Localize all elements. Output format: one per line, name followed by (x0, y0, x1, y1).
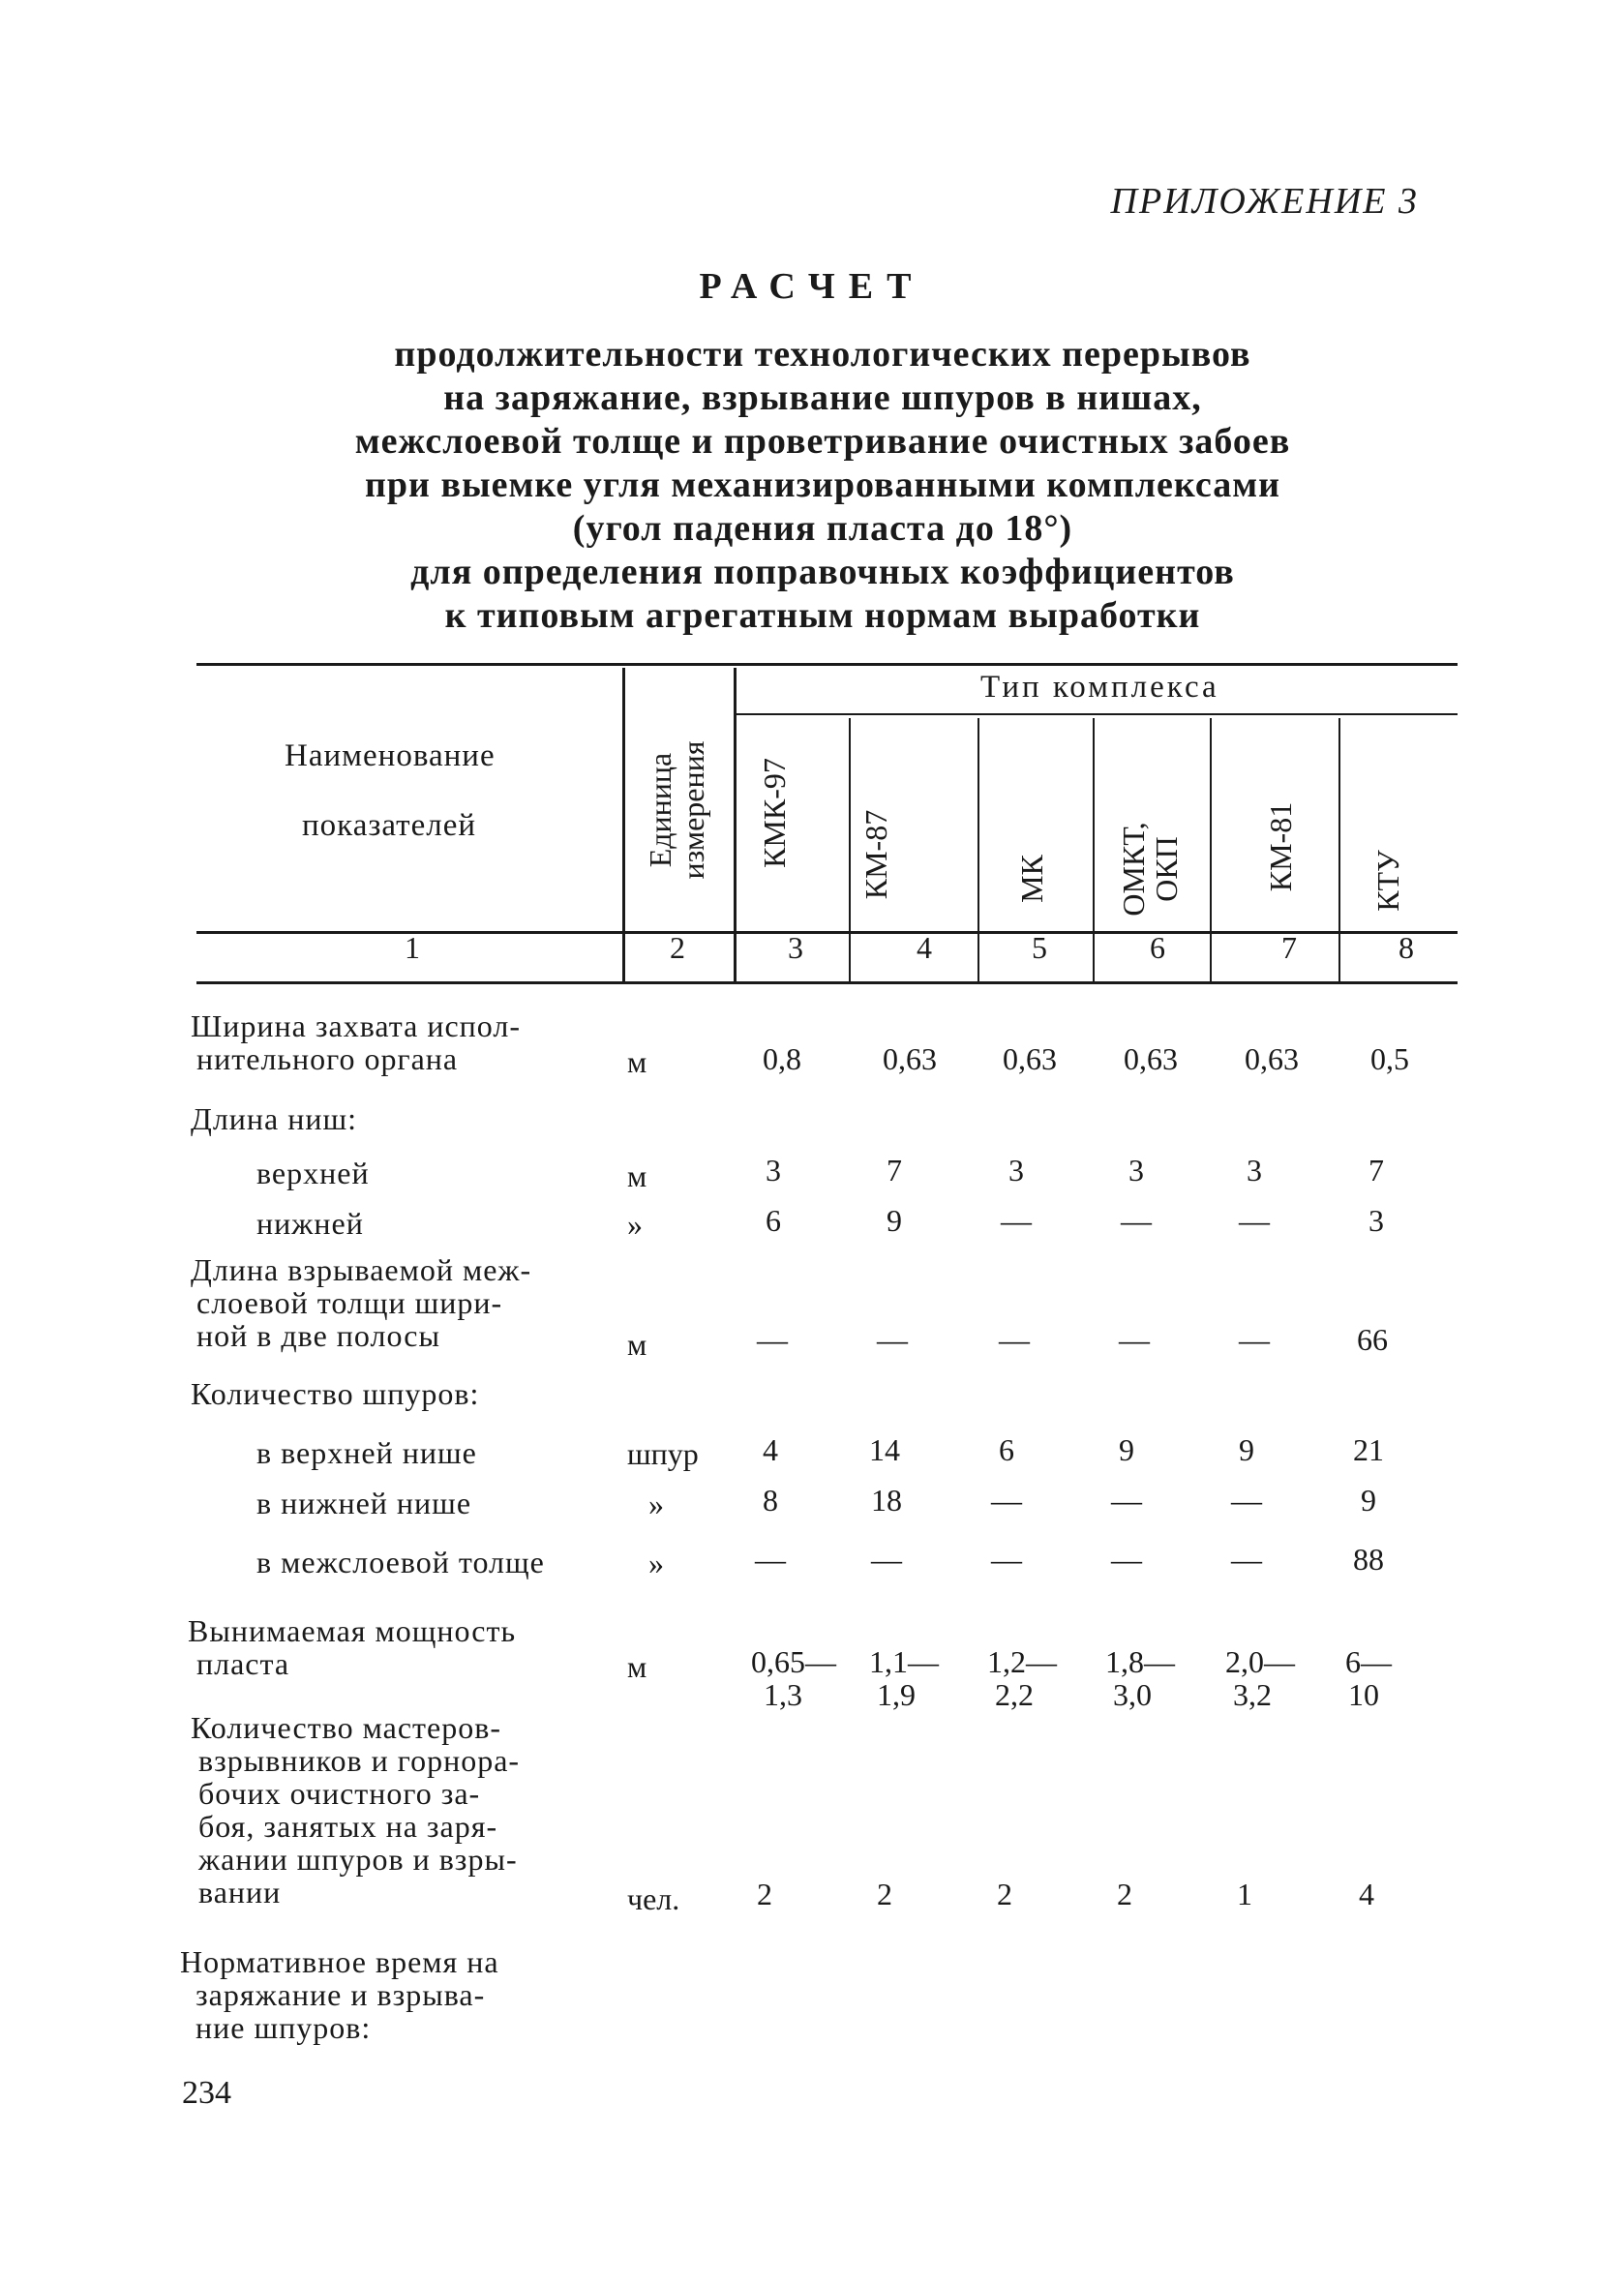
value-line: 1,2— (987, 1644, 1057, 1679)
value-cell: 21 (1353, 1432, 1384, 1467)
value-cell: 18 (871, 1483, 902, 1518)
col-divider-6 (1210, 718, 1212, 981)
value-line: 6— (1345, 1644, 1392, 1679)
value-cell: — (871, 1542, 902, 1577)
value-cell: 9 (1361, 1483, 1376, 1518)
col-divider-4 (977, 718, 979, 981)
value-cell: 3 (1368, 1203, 1384, 1238)
value-cell: — (1239, 1203, 1270, 1238)
unit-cell: » (627, 1207, 643, 1242)
row-label-holes: Количество шпуров: (191, 1376, 480, 1411)
label-line: Вынимаемая мощность (188, 1613, 517, 1648)
label-line: Количество мастеров- (191, 1710, 501, 1745)
row-label-workers (191, 1711, 607, 1909)
header-type-omkt (1117, 806, 1187, 932)
header-type-ktu: КТУ (1370, 850, 1405, 912)
label-line: боя, занятых на заря- (198, 1809, 498, 1844)
value-cell: 6 (766, 1203, 781, 1238)
col-number: 2 (670, 930, 685, 965)
unit-cell: шпур (627, 1436, 699, 1471)
value-cell: 7 (1368, 1153, 1384, 1188)
value-cell: 9 (887, 1203, 902, 1238)
value-cell: 1 (1237, 1877, 1252, 1911)
value-line: 10 (1348, 1677, 1379, 1712)
subtitle-line: (угол падения пласта до 18°) (572, 508, 1073, 549)
row-label-niche-length: Длина ниш: (191, 1101, 358, 1136)
row-label-blast-length (191, 1253, 607, 1352)
header-unit-line2: измерения (676, 740, 710, 880)
header-type-km87: КМ-87 (858, 809, 893, 900)
value-line: 1,8— (1105, 1644, 1175, 1679)
value-cell: — (1119, 1322, 1150, 1357)
value-line: 1,3 (764, 1677, 802, 1712)
header-type-group: Тип комплекса (980, 670, 1219, 705)
header-name-line2: показателей (302, 808, 477, 843)
value-line: 2,0— (1225, 1644, 1295, 1679)
value-cell: — (991, 1542, 1022, 1577)
page-title: РАСЧЕТ (699, 266, 925, 307)
value-cell: 9 (1239, 1432, 1254, 1467)
header-type-kmk97: КМК-97 (757, 758, 792, 868)
header-name-line1: Наименование (285, 738, 496, 773)
value-cell: 0,63 (1003, 1041, 1057, 1076)
subtitle-line: межслоевой толще и проветривание очистных забоев (354, 421, 1291, 462)
label-line: Ширина захвата испол- (191, 1008, 521, 1043)
label-line: пласта (196, 1646, 290, 1681)
value-cell: — (1111, 1542, 1142, 1577)
value-line: 1,9 (877, 1677, 916, 1712)
value-cell: 4 (763, 1432, 778, 1467)
header-unit (644, 684, 711, 936)
header-type-omkt-line2: ОКП (1149, 836, 1184, 902)
label-line: бочих очистного за- (198, 1776, 481, 1811)
unit-cell: м (627, 1044, 647, 1079)
subtitle-line: на заряжание, взрывание шпуров в нишах, (443, 377, 1202, 418)
value-cell (1092, 1645, 1188, 1711)
value-cell: 88 (1353, 1542, 1384, 1577)
value-cell: — (1001, 1203, 1032, 1238)
row-label-lower: нижней (256, 1206, 364, 1241)
label-line: заряжание и взрыва- (195, 1977, 486, 2012)
value-cell: 2 (997, 1877, 1012, 1911)
label-line: жании шпуров и взры- (198, 1842, 518, 1877)
value-cell: — (755, 1542, 786, 1577)
subtitle-line: для определения поправочных коэффициентов (410, 552, 1235, 592)
value-cell: 2 (757, 1877, 772, 1911)
row-label-holes-lower: в нижней нише (256, 1486, 472, 1520)
value-cell: 2 (877, 1877, 892, 1911)
value-line: 1,1— (869, 1644, 939, 1679)
row-label-upper: верхней (256, 1156, 370, 1190)
value-cell: — (877, 1322, 908, 1357)
col-divider-3 (849, 718, 851, 981)
col-number: 4 (917, 930, 932, 965)
label-line: ной в две полосы (196, 1318, 440, 1353)
header-unit-line1: Единица (643, 752, 677, 868)
label-line: слоевой толщи шири- (196, 1285, 503, 1320)
value-cell: 6 (999, 1432, 1014, 1467)
value-cell: — (1239, 1322, 1270, 1357)
value-line: 2,2 (995, 1677, 1034, 1712)
value-cell: — (1231, 1542, 1262, 1577)
col-number: 3 (788, 930, 803, 965)
label-line: Длина взрываемой меж- (191, 1252, 532, 1287)
page-number: 234 (182, 2075, 231, 2111)
unit-cell: м (627, 1158, 647, 1193)
header-type-omkt-line1: ОМКТ, (1116, 822, 1151, 917)
value-cell: — (999, 1322, 1030, 1357)
label-line: вании (198, 1875, 282, 1909)
value-cell: 3 (1247, 1153, 1262, 1188)
value-cell (1212, 1645, 1308, 1711)
header-type-mk: МК (1014, 855, 1049, 903)
value-cell: 0,63 (1245, 1041, 1299, 1076)
type-group-rule (736, 713, 1458, 715)
row-label-thickness (188, 1614, 604, 1680)
value-cell: 0,63 (883, 1041, 937, 1076)
unit-cell: м (627, 1649, 647, 1684)
value-cell (1320, 1645, 1417, 1711)
value-cell: 3 (766, 1153, 781, 1188)
value-line: 3,2 (1233, 1677, 1272, 1712)
col-divider-5 (1093, 718, 1095, 981)
value-cell: 3 (1008, 1153, 1024, 1188)
value-cell (974, 1645, 1070, 1711)
value-cell: — (991, 1483, 1022, 1518)
unit-cell: м (627, 1327, 647, 1362)
value-cell (745, 1645, 842, 1711)
value-cell: 66 (1357, 1322, 1388, 1357)
label-line: Нормативное время на (180, 1944, 499, 1979)
col-divider-7 (1338, 718, 1340, 981)
subtitle-line: при выемке угля механизированными комплексами (365, 465, 1280, 505)
label-line: взрывников и горнора- (198, 1743, 521, 1778)
header-type-km81: КМ-81 (1263, 801, 1298, 892)
value-line: 3,0 (1113, 1677, 1152, 1712)
label-line: нительного органа (196, 1041, 459, 1076)
value-cell (856, 1645, 952, 1711)
col-number: 8 (1398, 930, 1414, 965)
value-cell: 0,8 (763, 1041, 801, 1076)
value-cell: — (757, 1322, 788, 1357)
col-divider-2 (734, 668, 737, 981)
unit-cell: чел. (627, 1881, 680, 1916)
colnum-bottom-rule (196, 981, 1458, 984)
col-number: 7 (1281, 930, 1297, 965)
col-number: 5 (1032, 930, 1047, 965)
table-top-rule (196, 663, 1458, 666)
value-cell: 3 (1128, 1153, 1144, 1188)
value-cell: — (1231, 1483, 1262, 1518)
row-label-norm-time (180, 1945, 596, 2044)
unit-cell: » (648, 1487, 664, 1521)
value-cell: 7 (887, 1153, 902, 1188)
col-number: 1 (405, 930, 420, 965)
value-cell: 8 (763, 1483, 778, 1518)
value-cell: — (1111, 1483, 1142, 1518)
subtitle-line: к типовым агрегатным нормам выработки (444, 595, 1201, 636)
value-cell: 4 (1359, 1877, 1374, 1911)
value-cell: 2 (1117, 1877, 1132, 1911)
value-cell: 0,5 (1370, 1041, 1409, 1076)
col-number: 6 (1150, 930, 1165, 965)
row-label-holes-interlayer: в межслоевой толще (256, 1545, 545, 1579)
unit-cell: » (648, 1546, 664, 1580)
row-label-width (191, 1009, 607, 1075)
row-label-holes-upper: в верхней нише (256, 1435, 477, 1470)
col-divider-1 (622, 668, 625, 981)
value-cell: 14 (869, 1432, 900, 1467)
label-line: ние шпуров: (195, 2010, 372, 2045)
value-line: 0,65— (751, 1644, 836, 1679)
value-cell: — (1121, 1203, 1152, 1238)
value-cell: 0,63 (1124, 1041, 1178, 1076)
subtitle-line: продолжительности технологических перерывов (394, 334, 1251, 375)
appendix-label: ПРИЛОЖЕНИЕ 3 (1110, 181, 1419, 222)
value-cell: 9 (1119, 1432, 1134, 1467)
page-subtitle (242, 333, 1403, 638)
